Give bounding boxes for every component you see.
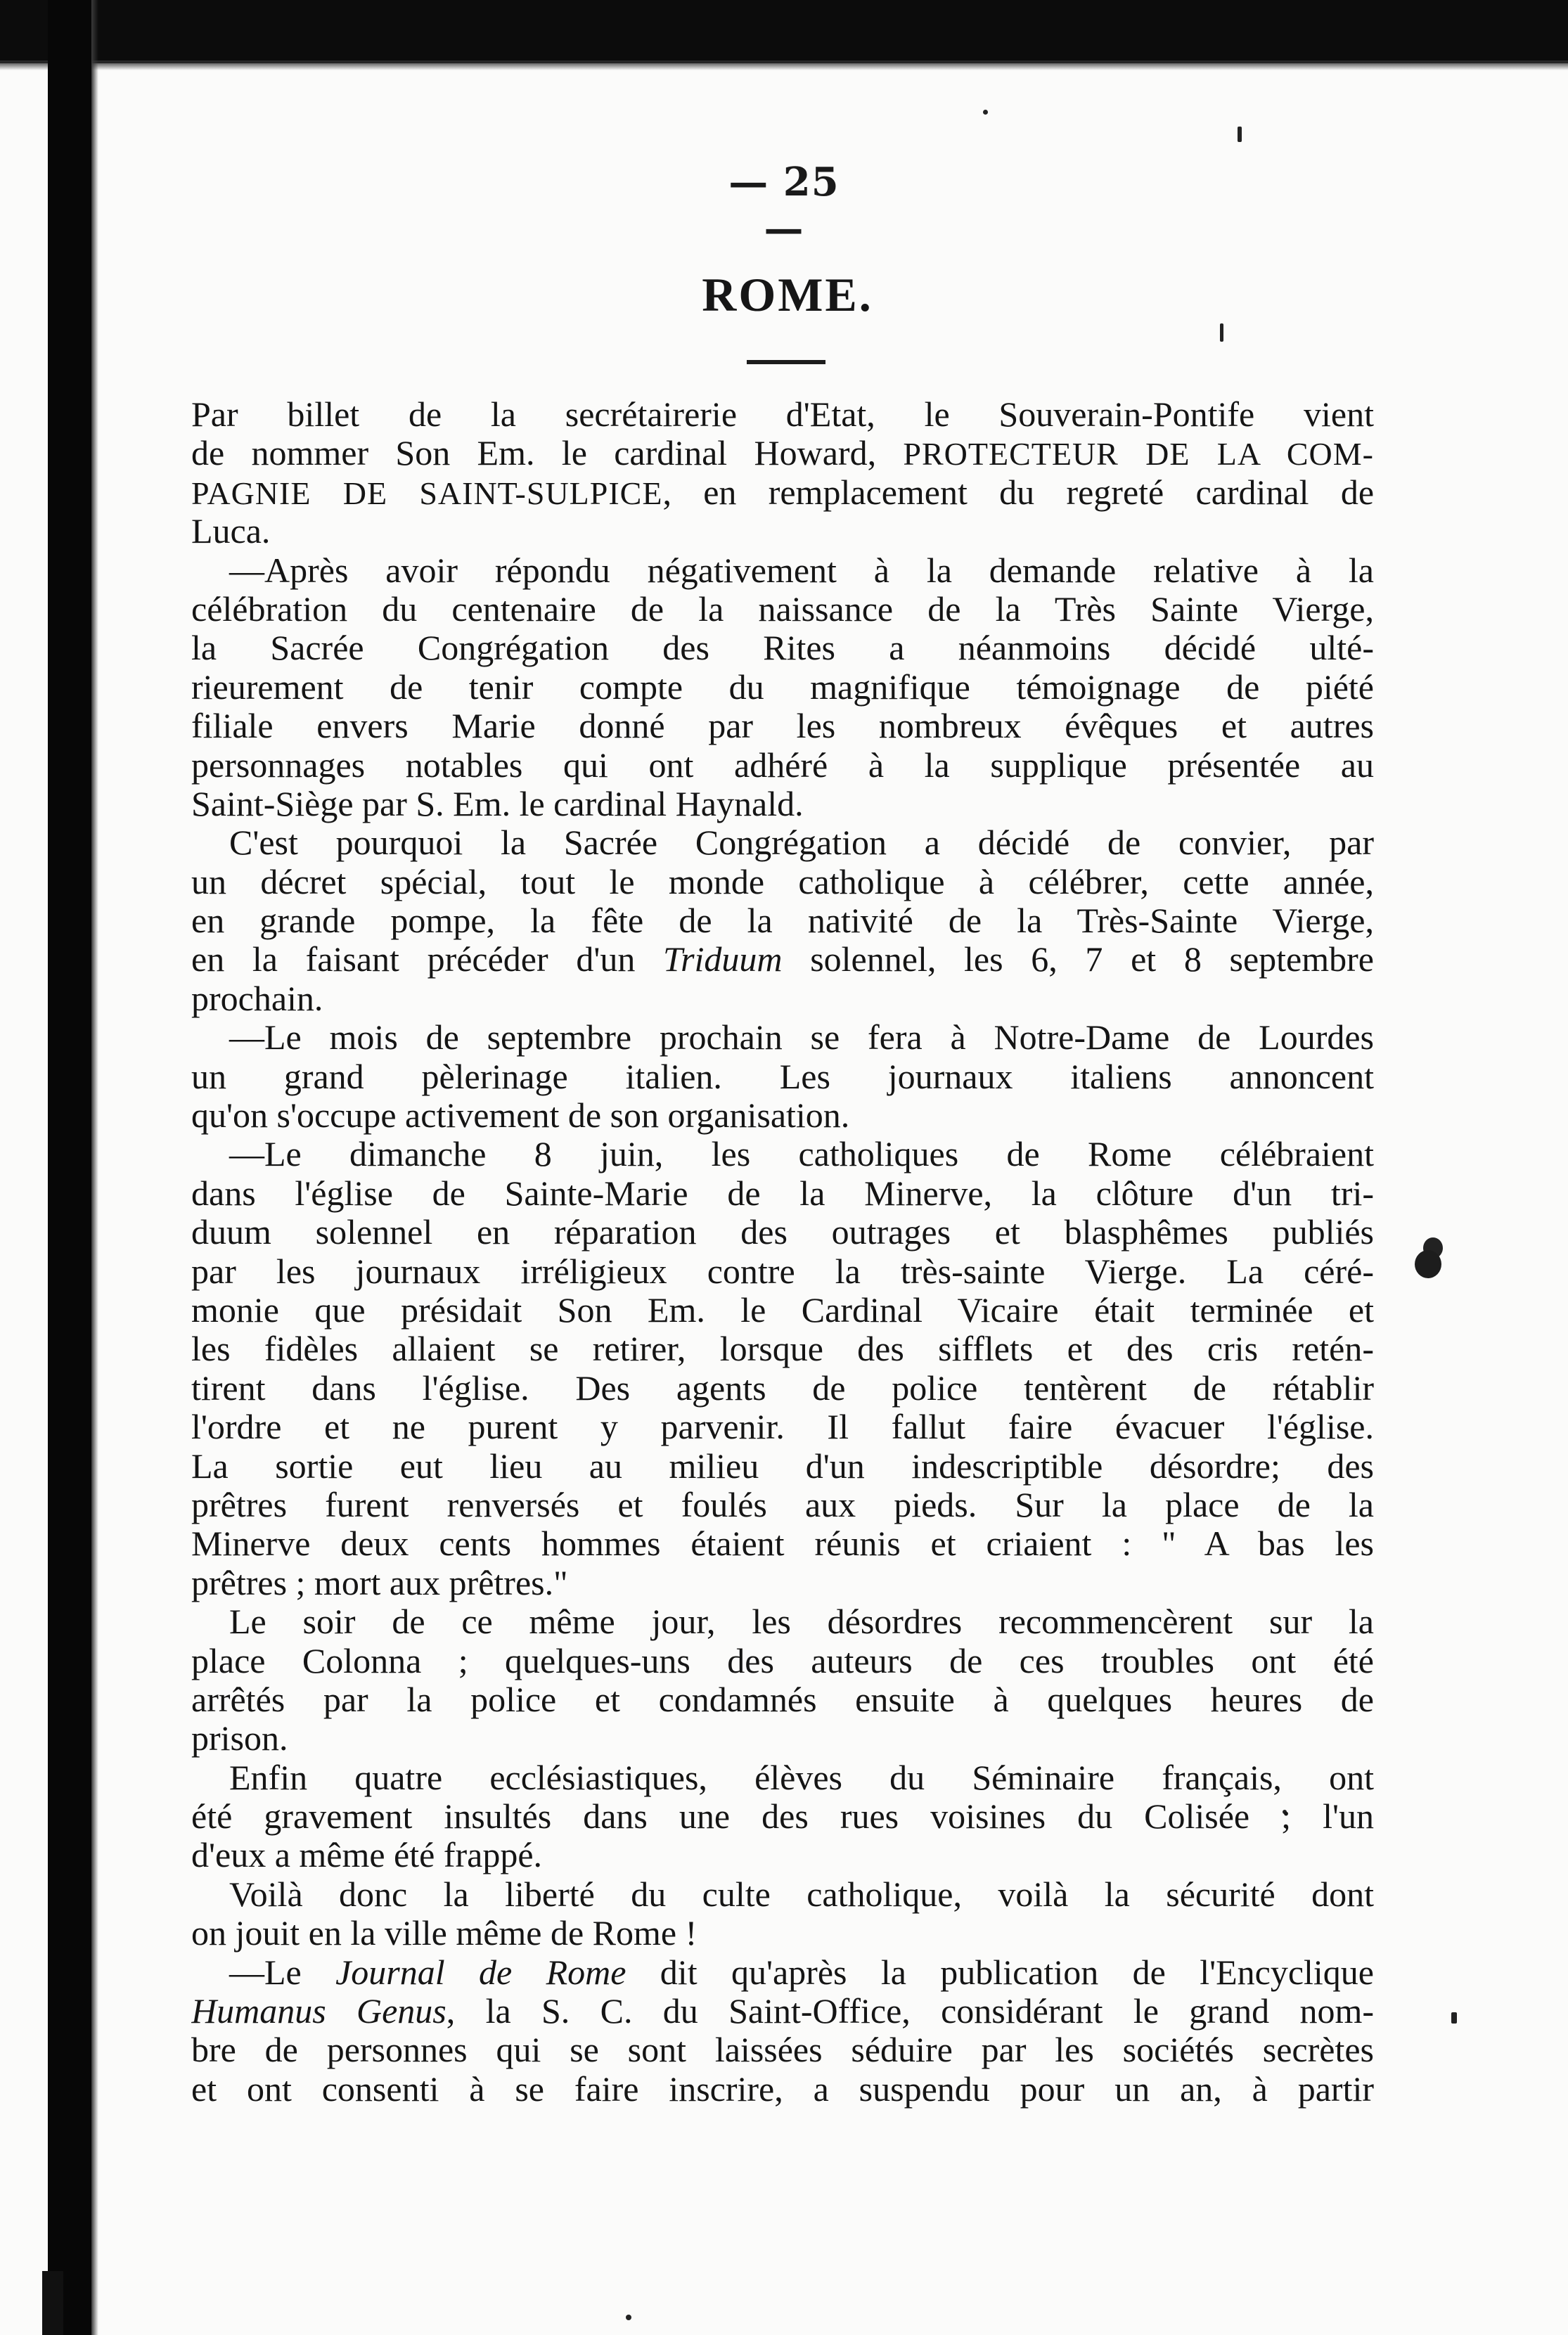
text-line: par les journaux irréligieux contre la très-sainte Vierge. La céré- xyxy=(191,1252,1374,1291)
text-line: Le soir de ce même jour, les désordres recommencèrent sur la xyxy=(229,1602,1374,1642)
text-line: on jouit en la ville même de Rome ! xyxy=(191,1914,698,1953)
text-line: la Sacrée Congrégation des Rites a néanmoins décidé ulté- xyxy=(191,629,1374,668)
text-line: Humanus Genus, la S. C. du Saint-Office, considérant le grand nom- xyxy=(191,1992,1374,2031)
text-line: rieurement de tenir compte du magnifique témoignage de piété xyxy=(191,667,1374,707)
article-body xyxy=(191,395,1374,2109)
page-top-shadow-fade xyxy=(0,60,1568,70)
text-line: prêtres ; mort aux prêtres." xyxy=(191,1563,568,1602)
text-line: monie que présidait Son Em. le Cardinal Vicaire était terminée et xyxy=(191,1290,1374,1330)
text-line: dans l'église de Sainte-Marie de la Minerve, la clôture d'un tri- xyxy=(191,1173,1374,1213)
text-line: été gravement insultés dans une des rues voisines du Colisée ; l'un xyxy=(191,1797,1374,1837)
text-line: les fidèles allaient se retirer, lorsque des sifflets et des cris retén- xyxy=(191,1330,1374,1369)
text-line: Voilà donc la liberté du culte catholique, voilà la sécurité dont xyxy=(229,1874,1374,1914)
text-line: et ont consenti à se faire inscrire, a suspendu pour un an, à partir xyxy=(191,2069,1374,2109)
text-line: de nommer Son Em. le cardinal Howard, PROTECTEUR DE LA COM- xyxy=(191,434,1374,473)
text-line: l'ordre et ne purent y parvenir. Il fallut faire évacuer l'église. xyxy=(191,1408,1374,1447)
text-line: qu'on s'occupe activement de son organisation. xyxy=(191,1096,850,1136)
text-line: Enfin quatre ecclésiastiques, élèves du Séminaire français, ont xyxy=(229,1758,1374,1797)
text-line: tirent dans l'église. Des agents de police tentèrent de rétablir xyxy=(191,1368,1374,1408)
scan-speck xyxy=(983,110,988,115)
text-line: —Le mois de septembre prochain se fera à Notre-Dame de Lourdes xyxy=(229,1018,1374,1057)
text-line: en grande pompe, la fête de la nativité de la Très-Sainte Vierge, xyxy=(191,901,1374,941)
text-line: Saint-Siège par S. Em. le cardinal Haynald. xyxy=(191,784,804,823)
text-line: Par billet de la secrétairerie d'Etat, le Souverain-Pontife vient xyxy=(191,395,1374,434)
text-line: prêtres furent renversés et foulés aux pieds. Sur la place de la xyxy=(191,1485,1374,1524)
small-caps-text: PAGNIE DE SAINT-SULPICE xyxy=(191,475,663,511)
title-divider xyxy=(747,360,825,364)
text-line: prison. xyxy=(191,1719,288,1758)
text-line: bre de personnes qui se sont laissées séduire par les sociétés secrètes xyxy=(191,2031,1374,2070)
page-number: — 25 — xyxy=(728,159,840,252)
text-line: un décret spécial, tout le monde catholique à célébrer, cette année, xyxy=(191,862,1374,901)
text-line: PAGNIE DE SAINT-SULPICE, en remplacement du regreté cardinal de xyxy=(191,472,1374,512)
section-title: ROME. xyxy=(702,268,873,321)
text-line: duum solennel en réparation des outrages et blasphêmes publiés xyxy=(191,1213,1374,1252)
small-caps-text: PROTECTEUR DE LA COM- xyxy=(903,436,1374,472)
scan-speck xyxy=(1451,2012,1457,2024)
text-line: Luca. xyxy=(191,512,271,551)
text-line: —Après avoir répondu négativement à la demande relative à la xyxy=(229,551,1374,590)
text-line: La sortie eut lieu au milieu d'un indescriptible désordre; des xyxy=(191,1446,1374,1486)
page-left-binding-shadow xyxy=(48,0,91,2335)
scan-speck xyxy=(626,2315,631,2320)
text-line: en la faisant précéder d'un Triduum solennel, les 6, 7 et 8 septembre xyxy=(191,940,1374,979)
italic-text: Humanus Genus xyxy=(191,1992,446,2031)
text-line: Minerve deux cents hommes étaient réunis et criaient : " A bas les xyxy=(191,1524,1374,1564)
text-line: un grand pèlerinage italien. Les journaux italiens annoncent xyxy=(191,1057,1374,1096)
italic-text: Triduum xyxy=(663,940,783,979)
italic-text: Journal de Rome xyxy=(335,1953,626,1992)
text-line: place Colonna ; quelques-uns des auteurs de ces troubles ont été xyxy=(191,1641,1374,1680)
page-left-binding-fade xyxy=(91,0,98,2335)
text-line: personnages notables qui ont adhéré à la supplique présentée au xyxy=(191,745,1374,785)
text-line: —Le dimanche 8 juin, les catholiques de Rome célébraient xyxy=(229,1135,1374,1174)
text-line: d'eux a même été frappé. xyxy=(191,1836,543,1875)
text-line: C'est pourquoi la Sacrée Congrégation a décidé de convier, par xyxy=(229,823,1374,863)
page-top-shadow xyxy=(0,0,1568,63)
scan-speck xyxy=(1238,127,1242,142)
scan-speck xyxy=(1220,323,1223,342)
text-line: filiale envers Marie donné par les nombreux évêques et autres xyxy=(191,707,1374,746)
text-line: —Le Journal de Rome dit qu'après la publication de l'Encyclique xyxy=(229,1953,1374,1992)
scan-speck xyxy=(1415,1250,1441,1278)
page-corner-mark xyxy=(42,2271,63,2335)
text-line: arrêtés par la police et condamnés ensuite à quelques heures de xyxy=(191,1680,1374,1719)
text-line: prochain. xyxy=(191,979,323,1018)
text-line: célébration du centenaire de la naissance de la Très Sainte Vierge, xyxy=(191,589,1374,629)
